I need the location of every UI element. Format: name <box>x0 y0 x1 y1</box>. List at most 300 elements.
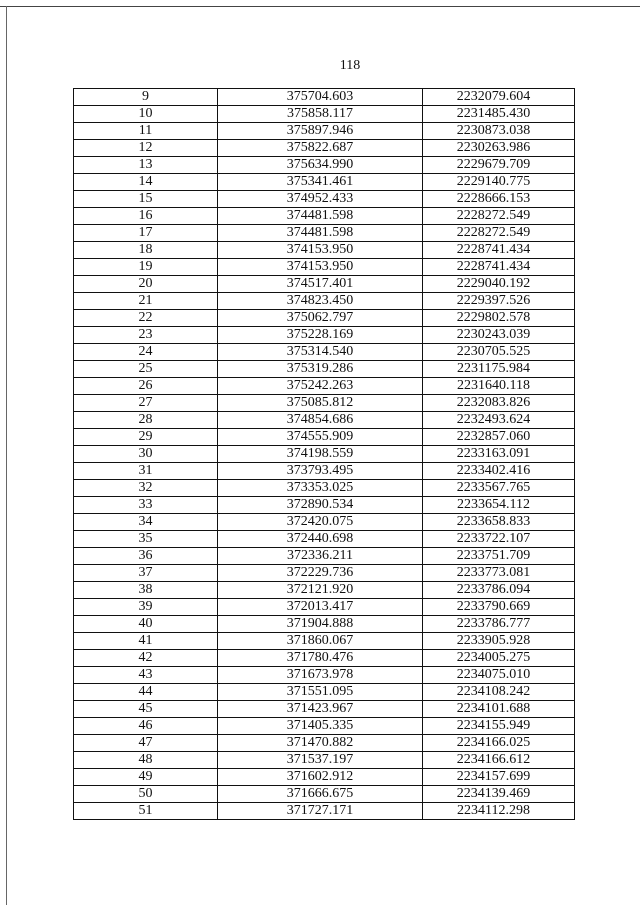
y-coordinate-value: 2228666.153 <box>456 191 531 206</box>
point-number-cell <box>74 701 218 718</box>
point-number-cell <box>74 293 218 310</box>
x-coordinate-cell <box>218 650 423 667</box>
point-number-value: 48 <box>138 752 153 767</box>
y-coordinate-cell <box>423 565 575 582</box>
table-row <box>74 361 575 378</box>
point-number-cell <box>74 395 218 412</box>
page-number: 118 <box>339 58 361 73</box>
table-row <box>74 123 575 140</box>
y-coordinate-value: 2230873.038 <box>456 123 531 138</box>
table-row <box>74 650 575 667</box>
x-coordinate-value: 374823.450 <box>286 293 354 308</box>
y-coordinate-value: 2231485.430 <box>456 106 531 121</box>
table-row <box>74 89 575 106</box>
x-coordinate-cell <box>218 480 423 497</box>
point-number-cell <box>74 786 218 803</box>
x-coordinate-cell <box>218 463 423 480</box>
y-coordinate-cell <box>423 242 575 259</box>
point-number-value: 9 <box>142 89 149 104</box>
point-number-value: 29 <box>138 429 153 444</box>
x-coordinate-cell <box>218 89 423 106</box>
table-row <box>74 786 575 803</box>
y-coordinate-value: 2234139.469 <box>456 786 531 801</box>
x-coordinate-value: 375634.990 <box>286 157 354 172</box>
point-number-cell <box>74 361 218 378</box>
page-edge-top <box>0 6 640 7</box>
y-coordinate-cell <box>423 514 575 531</box>
point-number-value: 45 <box>138 701 153 716</box>
point-number-cell <box>74 497 218 514</box>
y-coordinate-value: 2234157.699 <box>456 769 531 784</box>
x-coordinate-cell <box>218 565 423 582</box>
x-coordinate-cell <box>218 344 423 361</box>
x-coordinate-cell <box>218 242 423 259</box>
point-number-value: 27 <box>138 395 153 410</box>
point-number-value: 33 <box>138 497 153 512</box>
y-coordinate-value: 2229140.775 <box>456 174 531 189</box>
y-coordinate-cell <box>423 106 575 123</box>
y-coordinate-value: 2232857.060 <box>456 429 531 444</box>
y-coordinate-cell <box>423 735 575 752</box>
point-number-cell <box>74 208 218 225</box>
point-number-cell <box>74 106 218 123</box>
point-number-cell <box>74 769 218 786</box>
point-number-value: 35 <box>138 531 153 546</box>
x-coordinate-cell <box>218 735 423 752</box>
x-coordinate-value: 374952.433 <box>286 191 354 206</box>
x-coordinate-value: 371673.978 <box>286 667 354 682</box>
x-coordinate-cell <box>218 293 423 310</box>
point-number-value: 24 <box>138 344 153 359</box>
point-number-cell <box>74 310 218 327</box>
x-coordinate-cell <box>218 395 423 412</box>
x-coordinate-cell <box>218 752 423 769</box>
point-number-cell <box>74 242 218 259</box>
x-coordinate-value: 371602.912 <box>286 769 354 784</box>
y-coordinate-cell <box>423 633 575 650</box>
y-coordinate-cell <box>423 225 575 242</box>
x-coordinate-value: 371537.197 <box>286 752 354 767</box>
point-number-value: 20 <box>138 276 153 291</box>
x-coordinate-value: 375704.603 <box>286 89 354 104</box>
y-coordinate-cell <box>423 718 575 735</box>
table-row <box>74 633 575 650</box>
point-number-cell <box>74 225 218 242</box>
y-coordinate-cell <box>423 480 575 497</box>
point-number-cell <box>74 531 218 548</box>
y-coordinate-value: 2233402.416 <box>456 463 531 478</box>
y-coordinate-value: 2230243.039 <box>456 327 531 342</box>
x-coordinate-value: 372440.698 <box>286 531 354 546</box>
point-number-value: 21 <box>138 293 153 308</box>
y-coordinate-cell <box>423 684 575 701</box>
point-number-cell <box>74 616 218 633</box>
x-coordinate-cell <box>218 378 423 395</box>
x-coordinate-value: 372420.075 <box>286 514 354 529</box>
table-row <box>74 531 575 548</box>
y-coordinate-value: 2228741.434 <box>456 259 531 274</box>
table-row <box>74 412 575 429</box>
y-coordinate-value: 2228272.549 <box>456 208 531 223</box>
x-coordinate-cell <box>218 497 423 514</box>
y-coordinate-cell <box>423 89 575 106</box>
table-row <box>74 497 575 514</box>
point-number-value: 44 <box>138 684 153 699</box>
x-coordinate-cell <box>218 599 423 616</box>
x-coordinate-cell <box>218 191 423 208</box>
y-coordinate-value: 2229802.578 <box>456 310 531 325</box>
y-coordinate-cell <box>423 123 575 140</box>
point-number-cell <box>74 327 218 344</box>
y-coordinate-value: 2234108.242 <box>456 684 531 699</box>
y-coordinate-value: 2234101.688 <box>456 701 531 716</box>
x-coordinate-value: 373353.025 <box>286 480 354 495</box>
y-coordinate-cell <box>423 327 575 344</box>
table-row <box>74 514 575 531</box>
x-coordinate-value: 374153.950 <box>286 242 354 257</box>
x-coordinate-cell <box>218 310 423 327</box>
y-coordinate-value: 2230263.986 <box>456 140 531 155</box>
table-row <box>74 803 575 820</box>
x-coordinate-cell <box>218 429 423 446</box>
x-coordinate-cell <box>218 582 423 599</box>
y-coordinate-value: 2233751.709 <box>456 548 531 563</box>
y-coordinate-value: 2233905.928 <box>456 633 531 648</box>
y-coordinate-value: 2233654.112 <box>457 497 530 512</box>
y-coordinate-cell <box>423 803 575 820</box>
point-number-cell <box>74 446 218 463</box>
x-coordinate-cell <box>218 412 423 429</box>
point-number-cell <box>74 89 218 106</box>
table-row <box>74 293 575 310</box>
point-number-value: 32 <box>138 480 153 495</box>
y-coordinate-cell <box>423 667 575 684</box>
table-row <box>74 344 575 361</box>
point-number-cell <box>74 344 218 361</box>
x-coordinate-cell <box>218 786 423 803</box>
point-number-value: 42 <box>138 650 153 665</box>
table-row <box>74 684 575 701</box>
table-row <box>74 718 575 735</box>
point-number-cell <box>74 412 218 429</box>
table-row <box>74 106 575 123</box>
x-coordinate-value: 371860.067 <box>286 633 354 648</box>
y-coordinate-cell <box>423 157 575 174</box>
x-coordinate-cell <box>218 446 423 463</box>
y-coordinate-value: 2229040.192 <box>456 276 531 291</box>
y-coordinate-cell <box>423 378 575 395</box>
x-coordinate-value: 371727.171 <box>286 803 354 818</box>
point-number-cell <box>74 667 218 684</box>
point-number-value: 25 <box>138 361 153 376</box>
point-number-cell <box>74 259 218 276</box>
y-coordinate-value: 2229397.526 <box>456 293 531 308</box>
y-coordinate-value: 2233786.094 <box>456 582 531 597</box>
x-coordinate-value: 374481.598 <box>286 225 354 240</box>
x-coordinate-value: 372121.920 <box>286 582 354 597</box>
table-row <box>74 599 575 616</box>
point-number-cell <box>74 803 218 820</box>
table-row <box>74 582 575 599</box>
x-coordinate-value: 375341.461 <box>286 174 354 189</box>
point-number-cell <box>74 157 218 174</box>
table-row <box>74 310 575 327</box>
point-number-cell <box>74 735 218 752</box>
y-coordinate-value: 2234075.010 <box>456 667 531 682</box>
x-coordinate-value: 374854.686 <box>286 412 354 427</box>
x-coordinate-value: 375858.117 <box>287 106 353 121</box>
point-number-value: 28 <box>138 412 153 427</box>
x-coordinate-value: 371470.882 <box>286 735 354 750</box>
x-coordinate-value: 375314.540 <box>286 344 354 359</box>
table-row <box>74 667 575 684</box>
point-number-cell <box>74 565 218 582</box>
x-coordinate-cell <box>218 106 423 123</box>
point-number-value: 19 <box>138 259 153 274</box>
point-number-value: 16 <box>138 208 153 223</box>
y-coordinate-cell <box>423 429 575 446</box>
x-coordinate-value: 374153.950 <box>286 259 354 274</box>
x-coordinate-value: 371904.888 <box>286 616 354 631</box>
point-number-cell <box>74 548 218 565</box>
point-number-cell <box>74 650 218 667</box>
point-number-cell <box>74 633 218 650</box>
table-row <box>74 769 575 786</box>
table-row <box>74 140 575 157</box>
x-coordinate-cell <box>218 225 423 242</box>
y-coordinate-cell <box>423 582 575 599</box>
x-coordinate-value: 374517.401 <box>286 276 354 291</box>
point-number-cell <box>74 684 218 701</box>
x-coordinate-cell <box>218 701 423 718</box>
x-coordinate-value: 371405.335 <box>286 718 354 733</box>
x-coordinate-cell <box>218 718 423 735</box>
y-coordinate-value: 2233658.833 <box>456 514 531 529</box>
y-coordinate-value: 2233163.091 <box>456 446 531 461</box>
point-number-value: 22 <box>138 310 153 325</box>
y-coordinate-value: 2232079.604 <box>456 89 531 104</box>
coordinates-table <box>73 88 575 820</box>
table-row <box>74 191 575 208</box>
point-number-value: 26 <box>138 378 153 393</box>
x-coordinate-cell <box>218 208 423 225</box>
table-row <box>74 157 575 174</box>
x-coordinate-value: 372013.417 <box>286 599 354 614</box>
x-coordinate-cell <box>218 327 423 344</box>
x-coordinate-cell <box>218 667 423 684</box>
point-number-value: 43 <box>138 667 153 682</box>
point-number-cell <box>74 718 218 735</box>
y-coordinate-cell <box>423 463 575 480</box>
y-coordinate-cell <box>423 531 575 548</box>
y-coordinate-cell <box>423 650 575 667</box>
point-number-cell <box>74 582 218 599</box>
y-coordinate-value: 2232493.624 <box>456 412 531 427</box>
table-row <box>74 565 575 582</box>
y-coordinate-cell <box>423 616 575 633</box>
point-number-value: 51 <box>138 803 153 818</box>
y-coordinate-value: 2229679.709 <box>456 157 531 172</box>
y-coordinate-value: 2231175.984 <box>457 361 530 376</box>
table-row <box>74 463 575 480</box>
x-coordinate-cell <box>218 684 423 701</box>
table-row <box>74 259 575 276</box>
point-number-cell <box>74 140 218 157</box>
y-coordinate-cell <box>423 191 575 208</box>
point-number-value: 18 <box>138 242 153 257</box>
point-number-cell <box>74 123 218 140</box>
x-coordinate-cell <box>218 514 423 531</box>
y-coordinate-value: 2233722.107 <box>456 531 531 546</box>
point-number-value: 34 <box>138 514 153 529</box>
x-coordinate-value: 375242.263 <box>286 378 354 393</box>
coordinates-table-body <box>74 89 575 820</box>
x-coordinate-cell <box>218 769 423 786</box>
y-coordinate-value: 2233790.669 <box>456 599 531 614</box>
x-coordinate-cell <box>218 633 423 650</box>
point-number-value: 11 <box>138 123 153 138</box>
x-coordinate-cell <box>218 259 423 276</box>
y-coordinate-value: 2233786.777 <box>456 616 531 631</box>
point-number-value: 47 <box>138 735 153 750</box>
x-coordinate-value: 371666.675 <box>286 786 354 801</box>
point-number-cell <box>74 191 218 208</box>
x-coordinate-cell <box>218 616 423 633</box>
y-coordinate-cell <box>423 344 575 361</box>
point-number-cell <box>74 429 218 446</box>
table-row <box>74 480 575 497</box>
point-number-value: 12 <box>138 140 153 155</box>
point-number-value: 15 <box>138 191 153 206</box>
table-row <box>74 174 575 191</box>
x-coordinate-value: 371551.095 <box>286 684 354 699</box>
x-coordinate-value: 371780.476 <box>286 650 354 665</box>
y-coordinate-cell <box>423 310 575 327</box>
x-coordinate-value: 373793.495 <box>286 463 354 478</box>
x-coordinate-value: 375085.812 <box>286 395 354 410</box>
point-number-value: 36 <box>138 548 153 563</box>
table-row <box>74 276 575 293</box>
point-number-value: 46 <box>138 718 153 733</box>
point-number-value: 39 <box>138 599 153 614</box>
table-row <box>74 225 575 242</box>
page-edge-left <box>6 6 7 905</box>
point-number-value: 17 <box>138 225 153 240</box>
point-number-cell <box>74 463 218 480</box>
x-coordinate-value: 372890.534 <box>286 497 354 512</box>
y-coordinate-cell <box>423 548 575 565</box>
table-row <box>74 548 575 565</box>
y-coordinate-cell <box>423 276 575 293</box>
y-coordinate-cell <box>423 752 575 769</box>
x-coordinate-cell <box>218 123 423 140</box>
x-coordinate-cell <box>218 361 423 378</box>
table-row <box>74 701 575 718</box>
x-coordinate-cell <box>218 531 423 548</box>
point-number-value: 23 <box>138 327 153 342</box>
x-coordinate-value: 374198.559 <box>286 446 354 461</box>
point-number-cell <box>74 480 218 497</box>
y-coordinate-value: 2228272.549 <box>456 225 531 240</box>
x-coordinate-value: 375822.687 <box>286 140 354 155</box>
x-coordinate-value: 374481.598 <box>286 208 354 223</box>
x-coordinate-cell <box>218 803 423 820</box>
x-coordinate-value: 374555.909 <box>286 429 354 444</box>
point-number-value: 50 <box>138 786 153 801</box>
y-coordinate-cell <box>423 140 575 157</box>
point-number-value: 40 <box>138 616 153 631</box>
x-coordinate-cell <box>218 276 423 293</box>
x-coordinate-cell <box>218 140 423 157</box>
table-row <box>74 378 575 395</box>
x-coordinate-value: 372336.211 <box>287 548 353 563</box>
y-coordinate-cell <box>423 174 575 191</box>
x-coordinate-cell <box>218 157 423 174</box>
y-coordinate-cell <box>423 786 575 803</box>
point-number-value: 30 <box>138 446 153 461</box>
point-number-cell <box>74 174 218 191</box>
point-number-cell <box>74 276 218 293</box>
point-number-value: 37 <box>138 565 153 580</box>
y-coordinate-cell <box>423 497 575 514</box>
y-coordinate-value: 2234005.275 <box>456 650 531 665</box>
x-coordinate-value: 375228.169 <box>286 327 354 342</box>
point-number-value: 38 <box>138 582 153 597</box>
point-number-cell <box>74 752 218 769</box>
y-coordinate-value: 2230705.525 <box>456 344 531 359</box>
x-coordinate-value: 375319.286 <box>286 361 354 376</box>
y-coordinate-cell <box>423 769 575 786</box>
y-coordinate-cell <box>423 395 575 412</box>
y-coordinate-cell <box>423 361 575 378</box>
table-row <box>74 446 575 463</box>
y-coordinate-value: 2234155.949 <box>456 718 531 733</box>
x-coordinate-cell <box>218 174 423 191</box>
table-row <box>74 616 575 633</box>
table-row <box>74 395 575 412</box>
point-number-cell <box>74 514 218 531</box>
y-coordinate-cell <box>423 446 575 463</box>
y-coordinate-value: 2233567.765 <box>456 480 531 495</box>
x-coordinate-cell <box>218 548 423 565</box>
y-coordinate-cell <box>423 208 575 225</box>
y-coordinate-value: 2234166.612 <box>456 752 531 767</box>
y-coordinate-cell <box>423 599 575 616</box>
y-coordinate-value: 2234166.025 <box>456 735 531 750</box>
y-coordinate-value: 2233773.081 <box>456 565 531 580</box>
x-coordinate-value: 372229.736 <box>286 565 354 580</box>
y-coordinate-value: 2228741.434 <box>456 242 531 257</box>
point-number-value: 10 <box>138 106 153 121</box>
table-row <box>74 327 575 344</box>
table-row <box>74 208 575 225</box>
y-coordinate-cell <box>423 412 575 429</box>
x-coordinate-value: 375062.797 <box>286 310 354 325</box>
point-number-value: 41 <box>138 633 153 648</box>
point-number-value: 49 <box>138 769 153 784</box>
point-number-cell <box>74 599 218 616</box>
y-coordinate-cell <box>423 701 575 718</box>
point-number-value: 31 <box>138 463 153 478</box>
table-row <box>74 429 575 446</box>
y-coordinate-value: 2234112.298 <box>457 803 530 818</box>
point-number-cell <box>74 378 218 395</box>
y-coordinate-cell <box>423 259 575 276</box>
x-coordinate-value: 375897.946 <box>286 123 354 138</box>
point-number-value: 13 <box>138 157 153 172</box>
point-number-value: 14 <box>138 174 153 189</box>
y-coordinate-value: 2232083.826 <box>456 395 531 410</box>
